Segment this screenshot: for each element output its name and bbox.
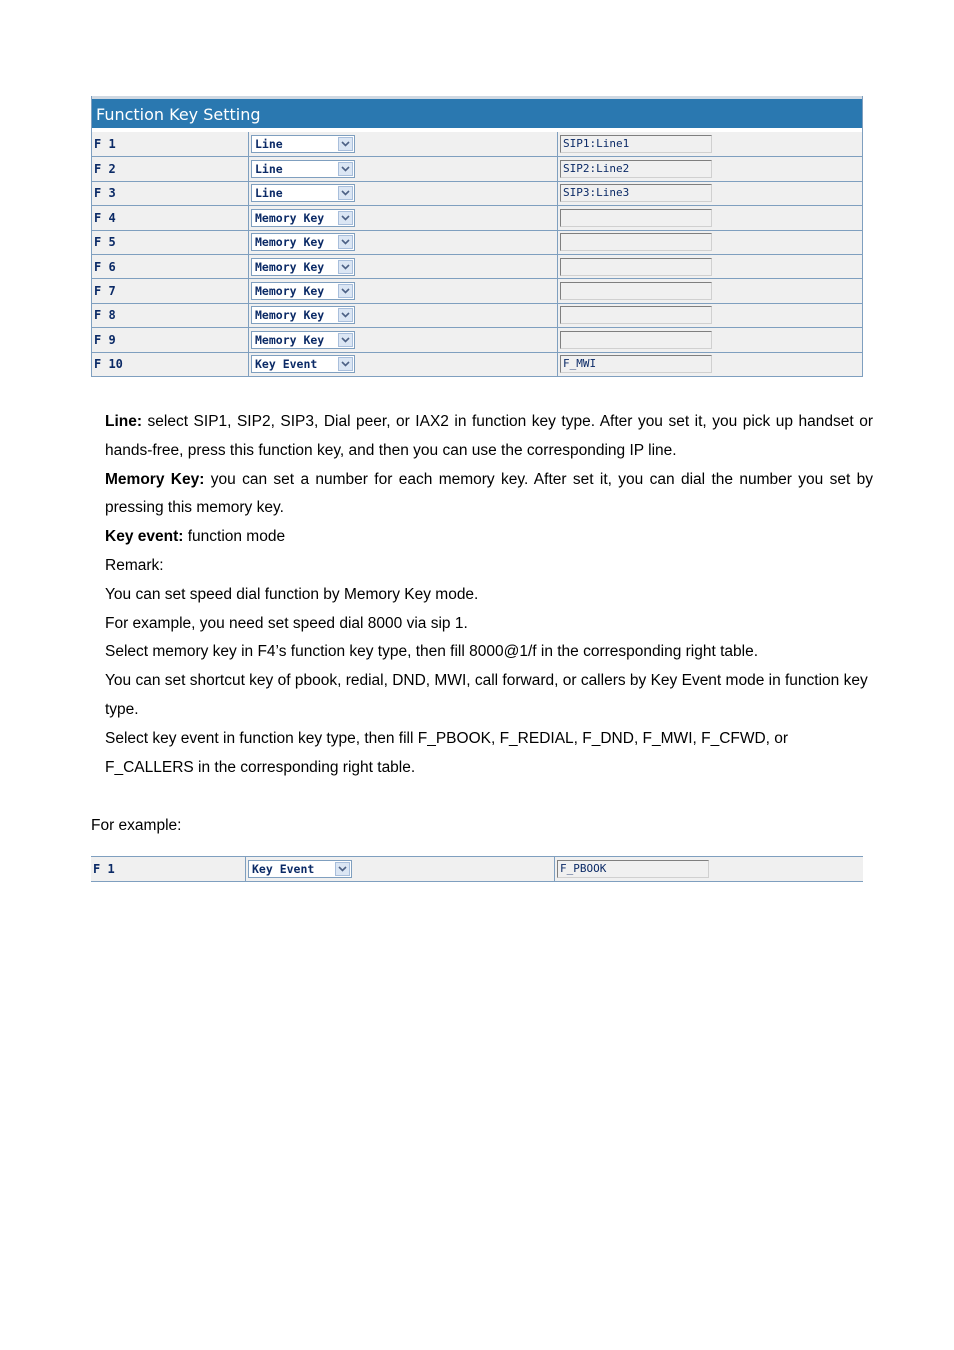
function-key-value-input[interactable] (560, 233, 712, 251)
select-value: Key Event (255, 357, 318, 372)
chevron-down-icon[interactable] (338, 357, 353, 371)
select-value: Memory Key (255, 259, 325, 274)
table-row (92, 327, 862, 351)
table-row (92, 303, 862, 327)
key-event-description (105, 523, 873, 552)
function-key-value-input[interactable] (560, 306, 712, 324)
table-row (92, 132, 862, 156)
value-cell (558, 182, 862, 205)
line-description (105, 408, 873, 466)
line-label: Line: (105, 413, 143, 430)
memory-key-label: Memory Key: (105, 470, 205, 488)
value-cell (558, 328, 862, 351)
table-row (92, 156, 862, 180)
line-text: select SIP1, SIP2, SIP3, Dial peer, or IAX2 in function key type. After you set it, you pick up handset or hands-free, press this function key, and then you can use the corresponding IP line. (105, 413, 873, 459)
chevron-down-icon[interactable] (338, 235, 353, 249)
table-row (91, 857, 863, 881)
function-key-type-select[interactable] (251, 355, 355, 373)
function-key-type-select[interactable] (251, 233, 355, 251)
value-cell (558, 279, 862, 302)
chevron-down-icon[interactable] (338, 333, 353, 347)
function-key-value-input[interactable] (560, 282, 712, 300)
type-cell (246, 857, 555, 881)
type-cell (249, 157, 558, 180)
remark-p3: Select memory key in F4’s function key type, then fill 8000@1/f in the corresponding right table. (105, 643, 759, 661)
function-key-label: F 7 (92, 279, 249, 302)
function-key-label: F 8 (92, 304, 249, 327)
function-key-type-select[interactable] (251, 209, 355, 227)
select-value: Memory Key (255, 235, 325, 250)
table-title: Function Key Setting (92, 96, 862, 128)
type-cell (249, 353, 558, 376)
function-key-type-select[interactable] (251, 282, 355, 300)
table-row (92, 181, 862, 205)
table-row (92, 352, 862, 376)
function-key-type-select[interactable] (251, 331, 355, 349)
function-key-label: F 6 (92, 255, 249, 278)
table-row (92, 205, 862, 229)
type-cell (249, 255, 558, 278)
remark-p2: For example, you need set speed dial 8000 via sip 1. (105, 614, 468, 632)
function-key-label: F 3 (92, 182, 249, 205)
value-cell (558, 132, 862, 156)
value-cell (558, 231, 862, 254)
type-cell (249, 231, 558, 254)
type-cell (249, 206, 558, 229)
value-cell (555, 857, 863, 881)
chevron-down-icon[interactable] (335, 862, 350, 876)
chevron-down-icon[interactable] (338, 137, 353, 151)
function-key-type-select[interactable] (248, 860, 352, 878)
value-cell (558, 353, 862, 376)
function-key-type-select[interactable] (251, 184, 355, 202)
function-key-value-input[interactable]: SIP1:Line1 (560, 135, 712, 153)
function-key-label: F 4 (92, 206, 249, 229)
function-key-value-input[interactable] (560, 209, 712, 227)
function-key-type-select[interactable] (251, 306, 355, 324)
table-row (92, 254, 862, 278)
select-value: Memory Key (255, 332, 325, 347)
for-example-label: For example: (91, 817, 182, 834)
function-key-type-select[interactable] (251, 160, 355, 178)
function-key-label: F 1 (92, 132, 249, 156)
type-cell (249, 279, 558, 302)
select-value: Line (255, 162, 283, 177)
function-key-setting-table (91, 96, 863, 377)
select-value: Line (255, 186, 283, 201)
type-cell (249, 182, 558, 205)
function-key-value-input[interactable]: F_PBOOK (557, 860, 709, 878)
function-key-type-select[interactable] (251, 258, 355, 276)
chevron-down-icon[interactable] (338, 211, 353, 225)
value-cell (558, 206, 862, 229)
chevron-down-icon[interactable] (338, 308, 353, 322)
remark-label: Remark: (105, 556, 164, 574)
table-row (92, 278, 862, 302)
memory-key-text: you can set a number for each memory key. After set it, you can dial the number you set by pressing this memory key. (105, 470, 873, 517)
example-table (91, 856, 863, 882)
description (105, 408, 873, 782)
function-key-value-input[interactable]: SIP3:Line3 (560, 184, 712, 202)
function-key-type-select[interactable] (251, 135, 355, 153)
function-key-label: F 10 (92, 353, 249, 376)
chevron-down-icon[interactable] (338, 284, 353, 298)
value-cell (558, 304, 862, 327)
table-body (92, 132, 862, 376)
chevron-down-icon[interactable] (338, 260, 353, 274)
function-key-value-input[interactable]: F_MWI (560, 355, 712, 373)
select-value: Memory Key (255, 308, 325, 323)
function-key-label: F 5 (92, 231, 249, 254)
select-value: Memory Key (255, 284, 325, 299)
value-cell (558, 255, 862, 278)
key-event-text: function mode (183, 528, 286, 546)
function-key-value-input[interactable] (560, 331, 712, 349)
type-cell (249, 132, 558, 156)
chevron-down-icon[interactable] (338, 186, 353, 200)
table-row (92, 230, 862, 254)
value-cell (558, 157, 862, 180)
remark-p5: Select key event in function key type, then fill F_PBOOK, F_REDIAL, F_DND, F_MWI, F_CFWD, or F_CALLERS in the corresponding right table. (105, 729, 789, 776)
remark-p1: You can set speed dial function by Memory Key mode. (105, 585, 479, 603)
key-event-label: Key event: (105, 528, 184, 546)
function-key-label: F 1 (91, 857, 246, 881)
type-cell (249, 304, 558, 327)
function-key-value-input[interactable]: SIP2:Line2 (560, 160, 712, 178)
select-value: Key Event (252, 862, 315, 876)
remark-p4: You can set shortcut key of pbook, redial, DND, MWI, call forward, or callers by Key Event mode in function key type. (105, 672, 868, 718)
function-key-value-input[interactable] (560, 258, 712, 276)
function-key-label: F 2 (92, 157, 249, 180)
select-value: Line (255, 137, 283, 152)
select-value: Memory Key (255, 210, 325, 225)
chevron-down-icon[interactable] (338, 162, 353, 176)
type-cell (249, 328, 558, 351)
memory-key-description (105, 466, 873, 524)
function-key-label: F 9 (92, 328, 249, 351)
